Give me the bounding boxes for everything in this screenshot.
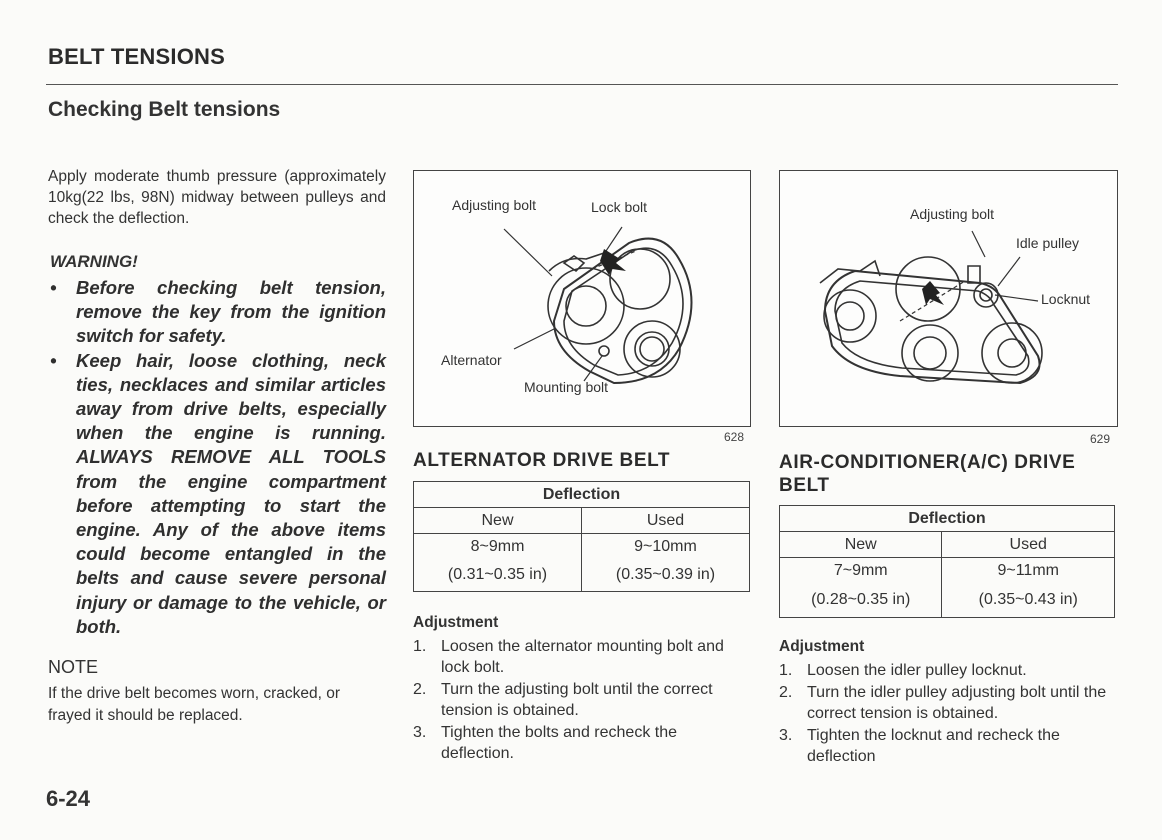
step-item: 3. Tighten the locknut and recheck the deflection	[779, 727, 1060, 765]
note-text: If the drive belt becomes worn, cracked, or frayed it should be replaced.	[48, 685, 341, 724]
warning-list	[50, 276, 386, 639]
figure-number: 629	[1090, 432, 1111, 446]
figure-number: 628	[724, 430, 745, 444]
alternator-adjustment-steps	[413, 636, 749, 764]
label-locknut: Locknut	[1041, 291, 1091, 307]
label-idle-pulley: Idle pulley	[1016, 235, 1080, 251]
note-title: NOTE	[48, 657, 99, 677]
table-header: Deflection	[780, 506, 1115, 532]
new-mm: 8~9mm	[414, 534, 582, 560]
alternator-belt-figure	[413, 170, 751, 427]
pressure-arrow-icon	[600, 249, 626, 275]
column-new: New	[780, 532, 942, 558]
adjustment-title: Adjustment	[413, 614, 499, 631]
used-mm: 9~10mm	[582, 534, 750, 560]
pressure-arrow-icon	[922, 281, 944, 305]
column-used: Used	[582, 508, 750, 534]
warning-item: • Before checking belt tension, remove the key from the ignition switch for safety.	[50, 277, 386, 347]
bullet-icon: •	[50, 277, 57, 298]
alternator-belt-title: ALTERNATOR DRIVE BELT	[413, 450, 671, 471]
ac-belt-title: AIR-CONDITIONER(A/C) DRIVE BELT	[779, 452, 1076, 496]
section-title: BELT TENSIONS	[48, 44, 225, 69]
label-adjusting-bolt: Adjusting bolt	[452, 197, 537, 213]
page-number: 6-24	[46, 786, 91, 811]
ac-adjustment-steps	[779, 660, 1115, 767]
intro-text: Apply moderate thumb pressure (approximately 10kg(22 lbs, 98N) midway between pulleys and check the deflection.	[48, 168, 386, 227]
step-item: 1. Loosen the idler pulley locknut.	[779, 662, 1027, 679]
used-in: (0.35~0.39 in)	[582, 560, 750, 592]
step-item: 3. Tighten the bolts and recheck the deflection.	[413, 724, 677, 762]
used-in: (0.35~0.43 in)	[942, 584, 1115, 618]
column-new: New	[414, 508, 582, 534]
label-alternator: Alternator	[441, 352, 502, 368]
bullet-icon: •	[50, 349, 57, 371]
step-item: 2. Turn the idler pulley adjusting bolt until the correct tension is obtained.	[779, 684, 1107, 722]
step-item: 2. Turn the adjusting bolt until the correct tension is obtained.	[413, 681, 713, 719]
page-subtitle: Checking Belt tensions	[48, 98, 281, 121]
column-used: Used	[942, 532, 1115, 558]
ac-deflection-table	[779, 505, 1115, 618]
label-lock-bolt: Lock bolt	[591, 199, 648, 215]
ac-belt-figure	[779, 170, 1118, 427]
new-in: (0.28~0.35 in)	[780, 584, 942, 618]
new-mm: 7~9mm	[780, 558, 942, 584]
table-header: Deflection	[414, 482, 750, 508]
used-mm: 9~11mm	[942, 558, 1115, 584]
new-in: (0.31~0.35 in)	[414, 560, 582, 592]
label-mounting-bolt: Mounting bolt	[524, 379, 609, 395]
adjustment-title: Adjustment	[779, 638, 865, 655]
warning-title: WARNING!	[50, 252, 138, 271]
alternator-deflection-table	[413, 481, 750, 592]
warning-item: • Keep hair, loose clothing, neck ties, necklaces and similar articles away from drive belts, especially when the engine is running. ALWAYS REMOVE ALL TOOLS from the engine compartment before attempting to start the engine. Any of the above items could become entangled in the belts and cause severe personal injury or damage to the vehicle, or both.	[50, 349, 386, 637]
step-item: 1. Loosen the alternator mounting bolt and lock bolt.	[413, 638, 724, 676]
header-divider	[46, 84, 1118, 85]
label-adjusting-bolt: Adjusting bolt	[910, 206, 995, 222]
